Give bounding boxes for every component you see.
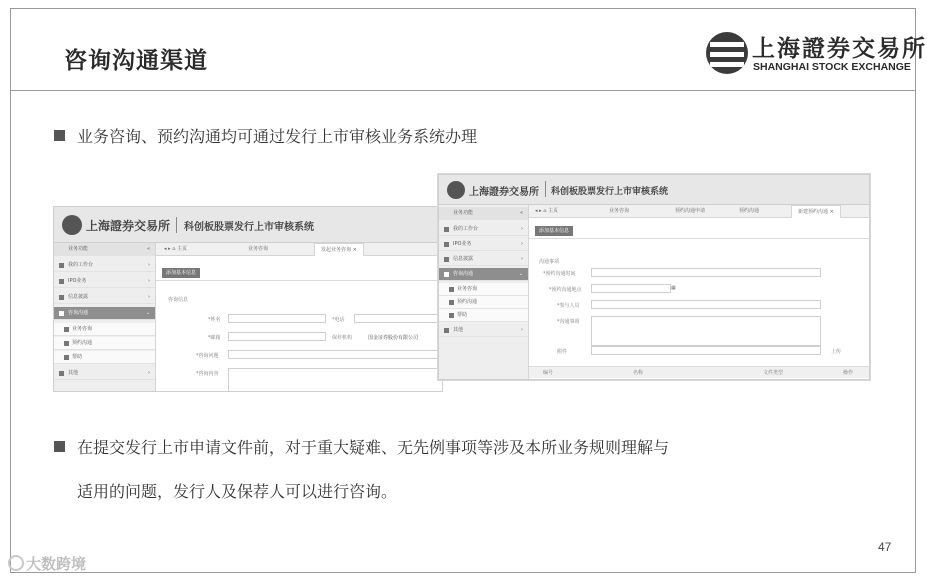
section-title: 咨询信息 — [168, 297, 189, 303]
question-title-label: *咨询问题 — [196, 353, 219, 359]
participants-input[interactable] — [591, 300, 821, 309]
sidebar-item-disclosure[interactable]: 信息披露 › — [439, 253, 528, 266]
tab-appointment-apply[interactable]: 预约沟通申请 — [675, 208, 706, 214]
sidebar — [439, 205, 529, 379]
sidebar-subitem-help[interactable]: 帮助 — [54, 351, 155, 364]
system-title: 科创板股票发行上市审核系统 — [184, 222, 314, 233]
tab-new-consultation[interactable]: 发起业务咨询 × — [314, 243, 364, 256]
screenshot-consultation-form — [53, 206, 443, 392]
sidebar-header: 业务功能 « — [54, 243, 155, 256]
title-divider — [11, 90, 915, 91]
col-actions: 操作 — [843, 370, 854, 376]
sidebar-header: 业务功能 « — [439, 207, 528, 220]
home-icon: ⌂ — [543, 208, 547, 214]
sidebar-item-communication[interactable]: 咨询沟通 ⌄ — [54, 307, 155, 320]
participants-label: *参与人员 — [557, 303, 580, 309]
sidebar-item-ipo[interactable]: IPO业务 › — [54, 275, 155, 288]
location-input[interactable] — [591, 284, 671, 293]
name-input[interactable] — [228, 314, 326, 323]
header-divider — [545, 181, 546, 197]
form-content — [529, 218, 869, 379]
email-label: *邮箱 — [208, 335, 221, 341]
bullet-2 — [54, 433, 669, 463]
name-label: *姓名 — [208, 317, 221, 323]
question-content-label: *咨询内容 — [196, 371, 219, 377]
sse-logo-cn: 上海證券交易所 — [752, 35, 927, 62]
sidebar-subitem-consultation[interactable]: 业务咨询 — [54, 323, 155, 336]
watermark-icon — [8, 555, 24, 571]
tab-bar — [529, 205, 869, 218]
tab-bar — [156, 243, 442, 256]
sidebar-item-disclosure[interactable]: 信息披露 › — [54, 291, 155, 304]
sidebar-item-communication[interactable]: 咨询沟通 ⌄ — [439, 268, 528, 281]
phone-label: *电话 — [332, 317, 345, 323]
sidebar-subitem-consultation[interactable]: 业务咨询 — [439, 283, 528, 296]
sse-logo-en: SHANGHAI STOCK EXCHANGE — [753, 61, 911, 73]
tab-consultation[interactable]: 业务咨询 — [248, 246, 269, 252]
screenshot-appointment-form — [438, 174, 870, 380]
tab-home[interactable]: ◂ ▸ ⌂ 主页 — [164, 246, 187, 252]
close-tab-icon[interactable]: × — [829, 209, 834, 215]
phone-input[interactable] — [354, 314, 443, 323]
bullet-2-text-line1: 在提交发行上市申请文件前，对于重大疑难、无先例事项等涉及本所业务规则理解与 — [77, 438, 670, 457]
exchange-logo-icon — [62, 215, 82, 235]
sse-logo-icon — [706, 32, 748, 74]
email-input[interactable] — [228, 332, 326, 341]
calendar-icon[interactable]: ▦ — [671, 285, 676, 291]
attachment-input[interactable] — [591, 346, 821, 355]
slide-title: 咨询沟通渠道 — [64, 48, 208, 74]
company-value: 国金证券股份有限公司 — [368, 335, 419, 341]
topic-label: *沟通事项 — [557, 319, 580, 325]
sidebar-subitem-appointment[interactable]: 预约沟通 — [54, 337, 155, 350]
bullet-1-text: 业务咨询、预约沟通均可通过发行上市审核业务系统办理 — [77, 127, 478, 146]
location-label: *预约沟通地点 — [549, 287, 582, 293]
page-number: 47 — [878, 540, 892, 554]
close-tab-icon[interactable]: × — [352, 247, 357, 253]
add-basic-info-tab[interactable]: 添加基本信息 — [162, 268, 200, 278]
question-content-input[interactable] — [228, 368, 443, 392]
exchange-logo-icon — [447, 181, 465, 199]
section-divider — [529, 238, 869, 239]
sidebar-subitem-appointment[interactable]: 预约沟通 — [439, 296, 528, 309]
bullet-square-icon — [54, 130, 65, 141]
exchange-name: 上海證券交易所 — [469, 187, 539, 198]
sidebar-subitem-help[interactable]: 帮助 — [439, 309, 528, 322]
sidebar-item-ipo[interactable]: IPO业务 › — [439, 238, 528, 251]
system-title: 科创板股票发行上市审核系统 — [551, 187, 669, 197]
tab-home[interactable]: ◂ ▸ ⌂ 主页 — [535, 208, 558, 214]
bullet-2-continuation: 适用的问题，发行人及保荐人可以进行咨询。 — [77, 482, 398, 501]
sse-logo — [706, 30, 927, 78]
attachment-label: 附件 — [557, 349, 568, 355]
system-header — [54, 207, 442, 243]
tab-consultation[interactable]: 业务咨询 — [609, 208, 630, 214]
company-label: 保荐机构 — [332, 335, 353, 341]
bullet-1 — [54, 122, 477, 152]
watermark-text: 大数跨境 — [26, 555, 87, 573]
home-icon: ⌂ — [172, 246, 176, 252]
time-label: *预约沟通时间 — [543, 271, 576, 277]
header-divider — [176, 217, 177, 233]
bullet-square-icon — [54, 441, 65, 452]
col-name: 名称 — [633, 370, 644, 376]
section-divider — [156, 280, 442, 281]
sidebar-item-workbench[interactable]: 我的工作台 › — [54, 259, 155, 272]
sidebar-item-workbench[interactable]: 我的工作台 › — [439, 223, 528, 236]
sidebar — [54, 243, 156, 391]
section-title: 沟通事项 — [539, 259, 560, 265]
col-number: 编号 — [543, 370, 554, 376]
upload-button[interactable]: 上传 — [831, 349, 842, 355]
tab-appointment[interactable]: 预约沟通 — [739, 208, 760, 214]
sidebar-item-other[interactable]: 其他 › — [439, 324, 528, 337]
attachment-table-header — [529, 366, 869, 378]
system-header — [439, 175, 869, 205]
time-input[interactable] — [591, 268, 821, 277]
sidebar-item-other[interactable]: 其他 › — [54, 367, 155, 380]
exchange-name: 上海證券交易所 — [86, 219, 171, 233]
tab-new-appointment[interactable]: 新建预约沟通 × — [791, 205, 841, 218]
add-basic-info-tab[interactable]: 添加基本信息 — [535, 226, 573, 236]
form-content — [156, 256, 442, 391]
watermark — [8, 553, 86, 574]
col-file-type: 文件类型 — [763, 370, 784, 376]
question-title-input[interactable] — [228, 350, 443, 359]
topic-input[interactable] — [591, 316, 821, 346]
